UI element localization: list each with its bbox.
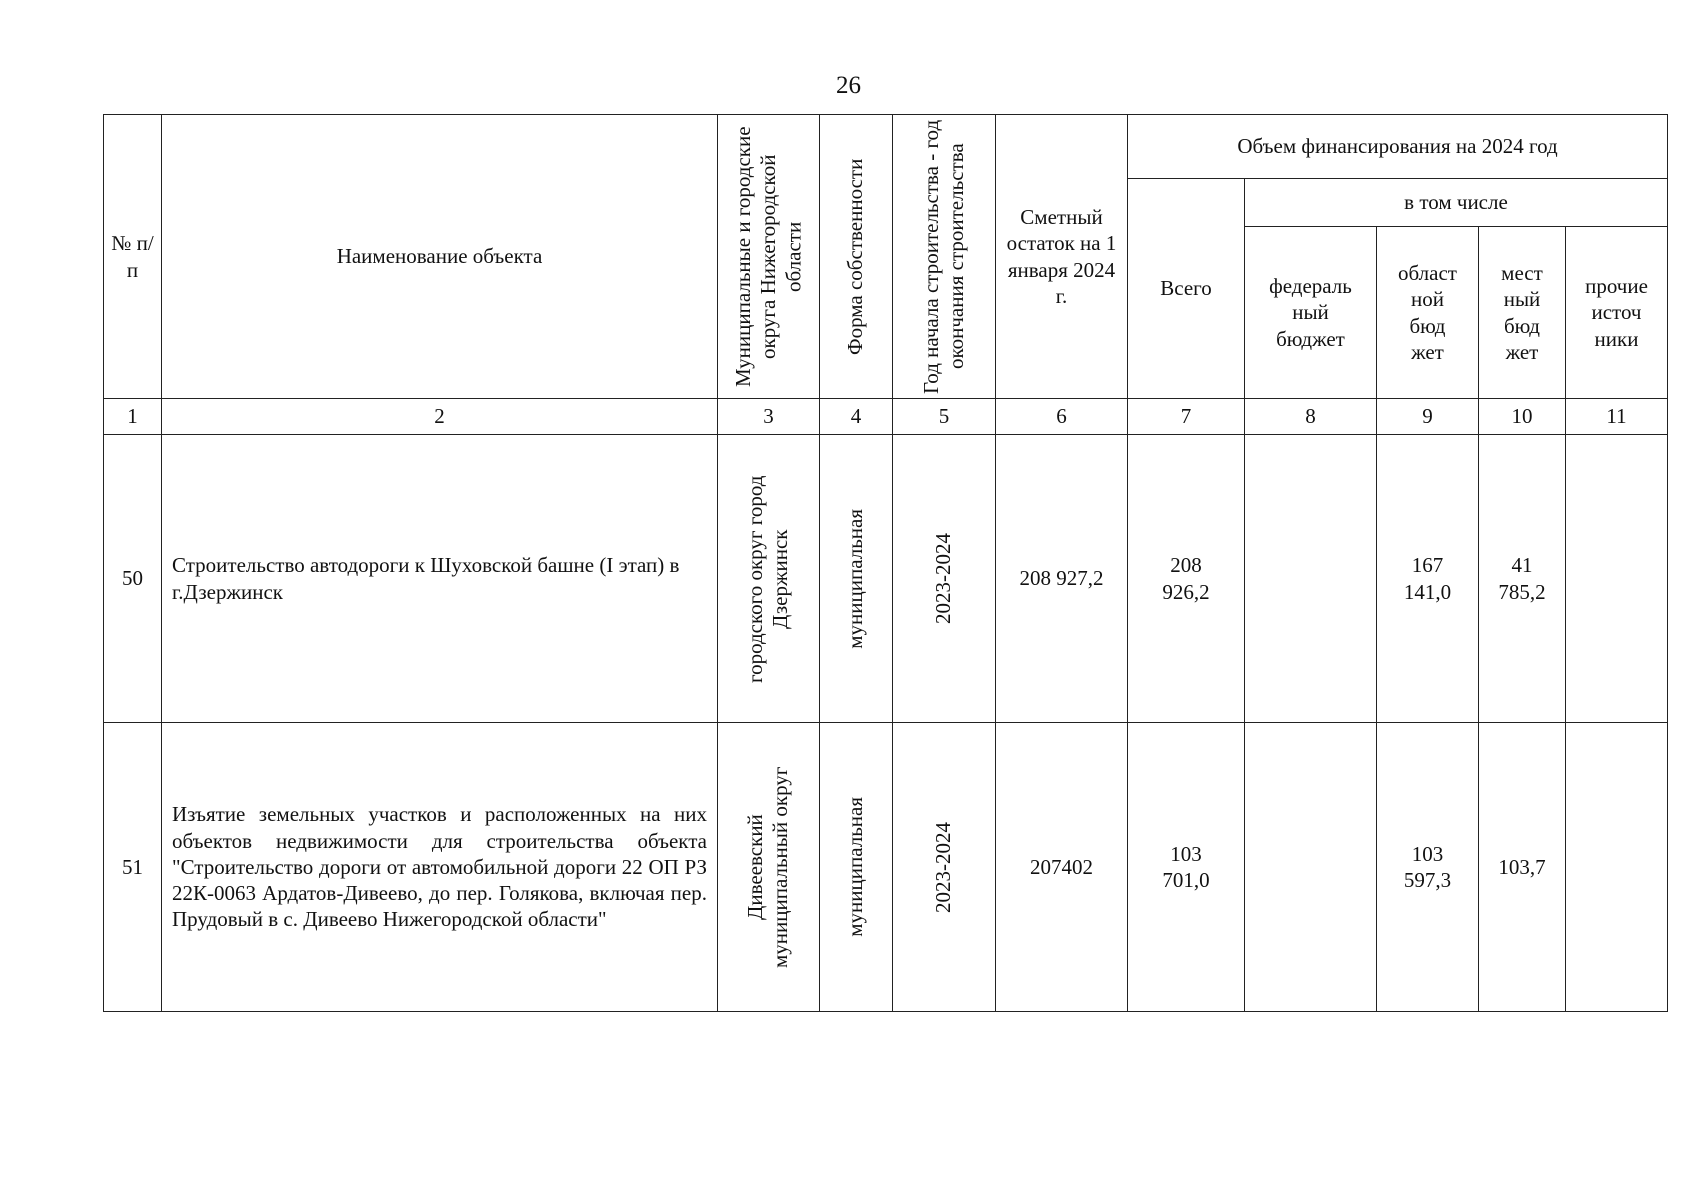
row-municipality-text: городского округ город Дзержинск	[743, 474, 793, 683]
header-including-text: в том числе	[1404, 190, 1508, 215]
header-name-text: Наименование объекта	[336, 244, 543, 269]
row-regional: 103 597,3	[1377, 723, 1479, 1012]
header-funding-text: Объем финансирования на 2024 год	[1237, 134, 1558, 159]
row-num: 51	[104, 723, 162, 1012]
row-estimate: 208 927,2	[996, 435, 1128, 723]
header-name	[162, 115, 718, 399]
row-local: 103,7	[1479, 723, 1566, 1012]
header-federal	[1245, 227, 1377, 399]
row-regional: 167 141,0	[1377, 435, 1479, 723]
row-municipality	[718, 723, 820, 1012]
table-row	[104, 723, 1668, 1012]
row-total: 208 926,2	[1128, 435, 1245, 723]
column-numbers-row	[104, 399, 1668, 435]
header-years	[893, 115, 996, 399]
row-other	[1566, 723, 1668, 1012]
column-number: 3	[718, 399, 820, 435]
row-name-text: Строительство автодороги к Шуховской башне (I этап) в г.Дзержинск	[172, 553, 680, 604]
row-municipality	[718, 435, 820, 723]
column-number: 7	[1128, 399, 1245, 435]
header-ownership	[820, 115, 893, 399]
header-num-text: № п/п	[111, 231, 154, 282]
table-row	[104, 435, 1668, 723]
row-municipality-text: Дивеевский муниципальный округ	[743, 766, 793, 968]
row-years	[893, 723, 996, 1012]
header-ownership-text: Форма собственности	[843, 158, 868, 355]
header-regional	[1377, 227, 1479, 399]
column-number: 9	[1377, 399, 1479, 435]
header-regional-text: област ной бюд жет	[1398, 261, 1457, 364]
row-years	[893, 435, 996, 723]
row-name	[162, 435, 718, 723]
header-total-text: Всего	[1160, 276, 1212, 301]
row-local: 41 785,2	[1479, 435, 1566, 723]
header-local-text: мест ный бюд жет	[1501, 261, 1543, 364]
column-number: 5	[893, 399, 996, 435]
column-number: 10	[1479, 399, 1566, 435]
row-name-text: Изъятие земельных участков и расположенных на них объектов недвижимости для строительства объекта "Строительство дороги от автомобильной дороги 22 ОП РЗ 22К-0063 Ардатов-Дивеево, до пер. Голякова, включая пер. Прудовый в с. Дивеево Нижегородской области"	[172, 802, 707, 932]
column-number: 6	[996, 399, 1128, 435]
header-estimate-text: Сметный остаток на 1 января 2024 г.	[1006, 205, 1117, 308]
row-ownership-text: муниципальная	[843, 797, 868, 937]
column-number: 11	[1566, 399, 1668, 435]
row-estimate: 207402	[996, 723, 1128, 1012]
header-total	[1128, 179, 1245, 399]
row-ownership	[820, 723, 893, 1012]
row-federal	[1245, 723, 1377, 1012]
header-including	[1245, 179, 1668, 227]
header-other-text: прочие источ ники	[1585, 274, 1648, 351]
header-estimate	[996, 115, 1128, 399]
header-municipality-text: Муниципальные и городские округа Нижегородской области	[730, 126, 806, 387]
row-ownership-text: муниципальная	[843, 508, 868, 649]
row-years-text: 2023-2024	[931, 821, 956, 913]
header-federal-text: федераль ный бюджет	[1269, 274, 1352, 351]
column-number: 1	[104, 399, 162, 435]
header-municipality	[718, 115, 820, 399]
header-row-1	[104, 115, 1668, 179]
header-other	[1566, 227, 1668, 399]
column-number: 4	[820, 399, 893, 435]
header-local	[1479, 227, 1566, 399]
row-federal	[1245, 435, 1377, 723]
page-number: 26	[836, 72, 861, 99]
header-num	[104, 115, 162, 399]
financing-table	[103, 114, 1668, 1012]
row-other	[1566, 435, 1668, 723]
row-ownership	[820, 435, 893, 723]
column-number: 8	[1245, 399, 1377, 435]
column-number: 2	[162, 399, 718, 435]
header-funding	[1128, 115, 1668, 179]
row-years-text: 2023-2024	[931, 533, 956, 624]
row-name	[162, 723, 718, 1012]
row-total: 103 701,0	[1128, 723, 1245, 1012]
row-num: 50	[104, 435, 162, 723]
header-years-text: Год начала строительства - год окончания строительства	[918, 119, 968, 394]
